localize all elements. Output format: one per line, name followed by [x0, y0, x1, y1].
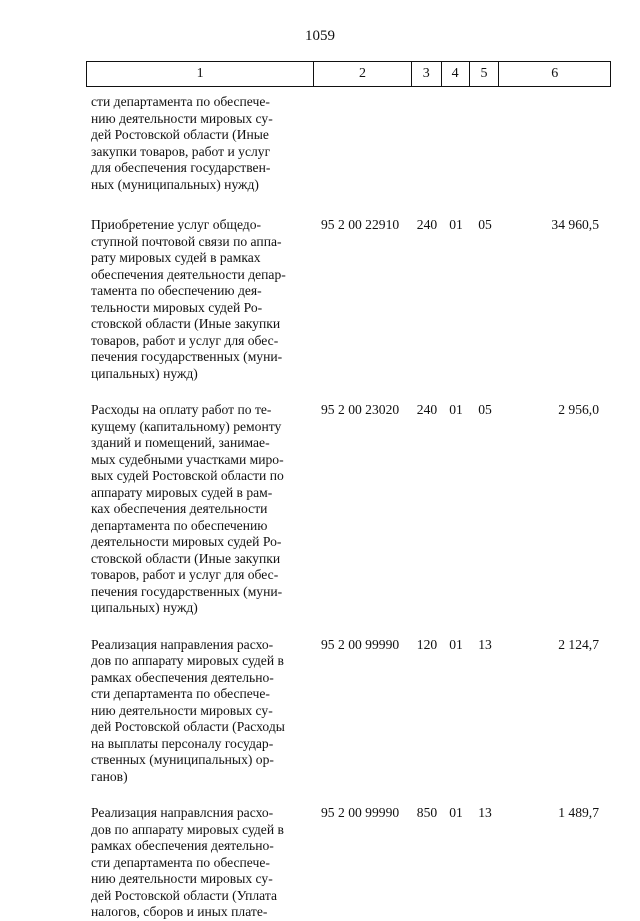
row-target-article: 95 2 00 23020 [321, 402, 400, 417]
row-subsection [470, 94, 500, 193]
row-target-article [314, 94, 412, 193]
row-description: Реализация направлсния расхо- дов по аппарату мировых судей в рамках обеспечения деятельно- сти департамента по обеспече- нию деятельности мировых су- дей Ростовской области (Уплата налогов, сборов и иных плате- [91, 805, 284, 919]
row-description: сти департамента по обеспече- нию деятельности мировых су- дей Ростовской области (Иные закупки товаров, работ и услуг для обеспечения государствен- ных (муниципальных) нужд) [91, 94, 273, 192]
row-expense-type: 240 [416, 402, 438, 417]
row-description: Приобретение услуг общедо- ступной почтовой связи по аппа- рату мировых судей в рамках обеспечения деятельности депар- тамента по обеспечению дея- тельности мировых судей Ро- стовской области (Иные закупки товаров, работ и услуг для обес- печения государственных (муни- ципальных) нужд) [91, 217, 286, 381]
row-subsection: 05 [478, 402, 492, 417]
table-row [86, 805, 611, 921]
row-amount: 34 960,5 [551, 217, 599, 232]
row-expense-type: 240 [416, 217, 438, 232]
row-target-article: 95 2 00 99990 [321, 805, 400, 820]
row-target-article: 95 2 00 22910 [321, 217, 400, 232]
row-target-article: 95 2 00 99990 [321, 636, 400, 652]
row-amount: 1 489,7 [558, 805, 599, 820]
row-expense-type [412, 94, 442, 193]
table-row [86, 402, 611, 617]
row-amount [500, 94, 611, 193]
header-col-1: 1 [87, 62, 314, 86]
row-amount: 2 124,7 [558, 636, 599, 652]
table-body [86, 94, 611, 921]
row-section [442, 94, 470, 193]
header-col-6: 6 [551, 66, 559, 81]
row-section: 01 [449, 636, 463, 652]
row-description: Расходы на оплату работ по те- кущему (капитальному) ремонту зданий и помещений, занимае- мых судебными участками миро- вых судей Ростовской области по аппарату мировых судей в рам- ках обеспечения деятельности департамента по обеспечению деятельности мировых судей Ро- стовской области (Иные закупки товаров, работ и услуг для обес- печения государственных (муни- ципальных) нужд) [91, 402, 284, 615]
row-expense-type: 120 [416, 636, 438, 652]
table-row [86, 94, 611, 193]
row-subsection: 05 [478, 217, 492, 232]
table-row [86, 637, 611, 786]
header-col-5: 5 [470, 62, 500, 86]
table-row [86, 217, 611, 382]
row-section: 01 [449, 805, 463, 820]
row-section: 01 [449, 217, 463, 232]
table-header [86, 61, 611, 87]
row-amount: 2 956,0 [558, 402, 599, 417]
row-expense-type: 850 [416, 805, 438, 820]
row-section: 01 [449, 402, 463, 417]
row-subsection: 13 [478, 805, 492, 820]
header-col-2: 2 [314, 62, 412, 86]
row-description: Реализация направления расхо- дов по аппарату мировых судей в рамках обеспечения деятельно- сти департамента по обеспече- нию деятельности мировых су- дей Ростовской области (Расходы на выплаты персоналу государ- ственных (муниципальных) ор- ганов) [91, 636, 285, 784]
row-subsection: 13 [478, 636, 492, 652]
page-number: 1059 [305, 28, 335, 44]
header-col-3: 3 [412, 62, 442, 86]
header-col-4: 4 [442, 62, 470, 86]
